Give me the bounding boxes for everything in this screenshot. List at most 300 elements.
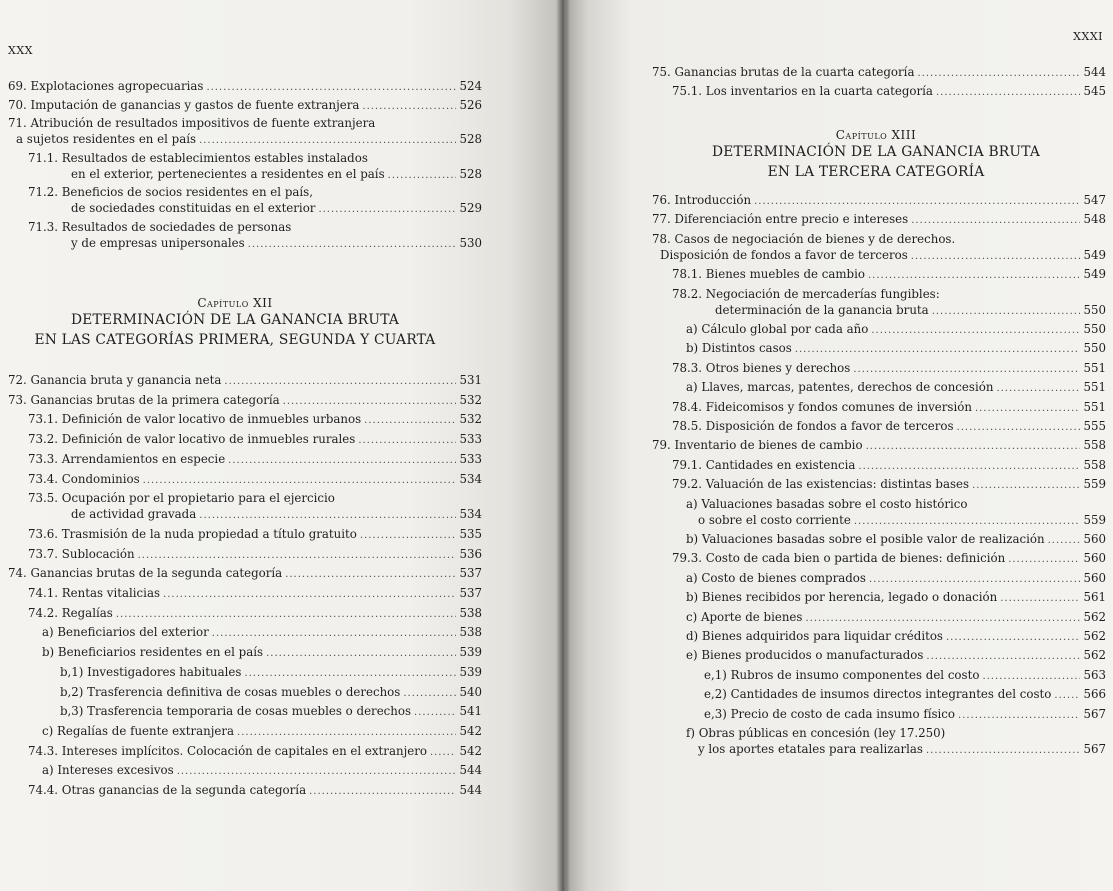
toc-entry-line [8, 565, 482, 583]
dot-leader [285, 567, 456, 583]
toc-entry-page: 551 [1083, 399, 1106, 414]
toc-entry [8, 184, 482, 218]
toc-entry-line [8, 526, 482, 544]
toc-entry-page: 555 [1083, 419, 1106, 433]
toc-entry-line [8, 131, 482, 149]
toc-entry-text: 72. Ganancia bruta y ganancia neta [8, 373, 222, 387]
toc-entry-page: 529 [459, 201, 482, 215]
toc-entry [8, 490, 482, 524]
toc-entry-line [8, 372, 482, 390]
dot-leader [414, 705, 456, 721]
dot-leader [975, 401, 1081, 417]
toc-entry-text: y los aportes etatales para realizarlas [698, 742, 923, 756]
chapter-title-line: DETERMINACIÓN DE LA GANANCIA BRUTA [711, 144, 1041, 160]
toc-entry-line [8, 684, 482, 702]
toc-entry [8, 219, 482, 253]
toc-entry-text: 71.3. Resultados de sociedades de personas [28, 219, 292, 234]
dot-leader [212, 626, 457, 642]
toc-entry [8, 115, 482, 149]
toc-entry [652, 589, 1106, 607]
toc-entry-text: 79. Inventario de bienes de cambio [652, 438, 863, 453]
toc-entry [652, 706, 1106, 724]
toc-entry [652, 83, 1106, 101]
toc-entry-page: 533 [459, 451, 482, 466]
toc-entry-line [652, 589, 1106, 607]
dot-leader [430, 745, 457, 761]
toc-entry-text: 79.3. Costo de cada bien o partida de bienes: definición [672, 551, 1006, 566]
toc-entry-text: b) Valuaciones basadas sobre el posible valor de realización [686, 532, 1045, 546]
dot-leader [917, 66, 1080, 82]
toc-entry-line [652, 706, 1106, 724]
toc-entry-text: 70. Imputación de ganancias y gastos de fuente extranjera [8, 97, 360, 112]
toc-entry-text: a) Intereses excesivos [42, 763, 174, 778]
chapter-heading [0, 296, 470, 350]
dot-leader [982, 669, 1080, 685]
toc-entry-line [652, 286, 1106, 302]
toc-entry-page: 562 [1083, 609, 1106, 624]
toc-entry-page: 559 [1083, 477, 1106, 492]
dot-leader [358, 433, 456, 449]
toc-entry [8, 150, 482, 184]
toc-entry [652, 725, 1106, 759]
toc-entry-page: 534 [459, 507, 482, 522]
chapter-label: Capítulo XIII [835, 128, 917, 142]
toc-entry-text: 73.6. Trasmisión de la nuda propiedad a título gratuito [28, 526, 357, 541]
toc-entry-line [8, 471, 482, 489]
dot-leader [853, 362, 1080, 378]
toc-entry-text: b) Beneficiarios residentes en el país [42, 645, 264, 660]
toc-entry-page: 560 [1083, 551, 1106, 566]
toc-entry-line [8, 585, 482, 603]
toc-entry-page: 563 [1083, 667, 1106, 682]
toc-entry-text: 71.2. Beneficios de socios residentes en el país, [28, 185, 313, 199]
dot-leader [360, 528, 457, 544]
toc-entry-page: 528 [459, 132, 482, 146]
toc-entry-text: b,1) Investigadores habituales [60, 664, 242, 679]
toc-entry-text: 75. Ganancias brutas de la cuarta categoría [652, 65, 915, 79]
toc-entry [652, 647, 1106, 665]
dot-leader [868, 268, 1080, 284]
toc-entry-line [8, 219, 482, 235]
toc-entry-page: 551 [1083, 380, 1106, 395]
toc-entry-line [652, 192, 1106, 210]
toc-entry-line [652, 360, 1106, 378]
toc-entry-page: 534 [459, 471, 482, 486]
toc-entry [8, 664, 482, 682]
chapter-heading [652, 128, 1100, 182]
toc-entry [8, 743, 482, 761]
dot-leader [199, 133, 456, 149]
dot-leader [199, 508, 456, 524]
toc-entry [652, 360, 1106, 378]
toc-entry [8, 624, 482, 642]
toc-entry-line [652, 340, 1106, 358]
toc-entry-text: 78.2. Negociación de mercaderías fungibles: [672, 286, 940, 301]
dot-leader [362, 99, 456, 115]
toc-entry-page: 535 [459, 526, 482, 541]
toc-entry-text: 78.1. Bienes muebles de cambio [672, 267, 865, 282]
toc-entry-page: 550 [1083, 302, 1106, 317]
toc-entry [652, 418, 1106, 436]
toc-entry-line [652, 302, 1106, 320]
toc-entry-page: 536 [459, 546, 482, 561]
dot-leader [805, 611, 1080, 627]
toc-entry-page: 538 [459, 605, 482, 620]
dot-leader [866, 439, 1081, 455]
toc-entry-page: 542 [459, 723, 482, 738]
toc-entry-line [8, 782, 482, 800]
dot-leader [972, 478, 1080, 494]
dot-leader [1008, 552, 1080, 568]
toc-entry-page: 560 [1083, 532, 1106, 546]
toc-entry [652, 286, 1106, 320]
toc-entry-text: 78.4. Fideicomisos y fondos comunes de inversión [672, 399, 972, 414]
toc-entry-text: 73.2. Definición de valor locativo de inmuebles rurales [28, 432, 356, 447]
toc-entry [652, 340, 1106, 358]
dot-leader [283, 394, 457, 410]
dot-leader [266, 646, 456, 662]
toc-entry-text: 71.1. Resultados de establecimientos estables instalados [28, 150, 368, 165]
toc-entry [8, 78, 482, 96]
toc-entry-text: 73.1. Definición de valor locativo de inmuebles urbanos [28, 412, 362, 427]
toc-entry-line [652, 64, 1106, 82]
toc-entry-text: 74. Ganancias brutas de la segunda categoría [8, 566, 283, 581]
toc-entry [652, 211, 1106, 229]
toc-entry-page: 524 [459, 79, 482, 93]
toc-entry-page: 526 [459, 97, 482, 112]
toc-entry-page: 567 [1083, 706, 1106, 721]
dot-leader [858, 459, 1080, 475]
toc-entry [652, 531, 1106, 549]
toc-entry [8, 703, 482, 721]
toc-entry-text: 73.7. Sublocación [28, 546, 135, 561]
toc-entry [652, 321, 1106, 339]
toc-entry-text: d) Bienes adquiridos para liquidar créditos [686, 629, 943, 643]
toc-entry [8, 431, 482, 449]
toc-entry-text: 73. Ganancias brutas de la primera categoría [8, 392, 280, 407]
dot-leader [911, 213, 1080, 229]
toc-entry-page: 550 [1083, 322, 1106, 336]
toc-entry-line [652, 496, 1106, 512]
toc-entry-text: b,2) Trasferencia definitiva de cosas muebles o derechos [60, 684, 401, 699]
toc-entry-page: 544 [1083, 65, 1106, 79]
dot-leader [957, 420, 1081, 436]
chapter-label: Capítulo XII [197, 296, 273, 310]
dot-leader [388, 168, 457, 184]
toc-entry [652, 64, 1106, 82]
dot-leader [946, 630, 1080, 646]
toc-entry [652, 570, 1106, 588]
toc-entry [652, 686, 1106, 704]
toc-entry-line [652, 647, 1106, 665]
dot-leader [996, 381, 1080, 397]
toc-entry-text: a sujetos residentes en el país [16, 132, 197, 146]
toc-entry-page: 561 [1083, 590, 1106, 605]
dot-leader [754, 194, 1080, 210]
toc-entry-page: 558 [1083, 457, 1106, 472]
toc-entry-page: 559 [1083, 512, 1106, 527]
toc-entry-text: de sociedades constituidas en el exterior [71, 201, 316, 215]
toc-entry-line [8, 97, 482, 115]
toc-entry [652, 379, 1106, 397]
toc-entry-text: a) Valuaciones basadas sobre el costo histórico [686, 496, 968, 511]
toc-entry-page: 549 [1083, 247, 1106, 262]
toc-entry-page: 537 [459, 566, 482, 581]
toc-entry-line [652, 531, 1106, 549]
page-number: XXXI [1073, 30, 1103, 43]
toc-entry-line [8, 392, 482, 410]
toc-entry-line [8, 506, 482, 524]
toc-entry-text: a) Cálculo global por cada año [686, 322, 869, 336]
toc-entry-page: 547 [1083, 193, 1106, 207]
toc-entry-text: e,3) Precio de costo de cada insumo físico [704, 706, 956, 721]
toc-entry-line [8, 490, 482, 506]
toc-entry-line [652, 231, 1106, 247]
dot-leader [911, 249, 1081, 265]
toc-entry-text: 69. Explotaciones agropecuarias [8, 79, 204, 93]
toc-entry-page: 532 [459, 412, 482, 427]
toc-entry-page: 548 [1083, 212, 1106, 227]
toc-entry-text: b) Distintos casos [686, 341, 792, 356]
toc-entry [652, 628, 1106, 646]
dot-leader [871, 323, 1080, 339]
toc-entry-text: determinación de la ganancia bruta [715, 302, 929, 317]
toc-entry-line [8, 762, 482, 780]
toc-entry-page: 544 [459, 783, 482, 797]
toc-entry-text: 78. Casos de negociación de bienes y de derechos. [652, 231, 956, 246]
dot-leader [1048, 533, 1081, 549]
toc-entry-line [8, 235, 482, 253]
dot-leader [958, 708, 1080, 724]
dot-leader [206, 80, 456, 96]
dot-leader [403, 686, 456, 702]
toc-entry-line [8, 431, 482, 449]
toc-entry [8, 723, 482, 741]
toc-entry-text: 79.1. Cantidades en existencia [672, 457, 856, 472]
toc-entry-line [652, 512, 1106, 530]
toc-entry-page: 558 [1083, 438, 1106, 453]
toc-entry-line [8, 605, 482, 623]
toc-entry-text: y de empresas unipersonales [71, 235, 245, 250]
toc-entry-line [652, 418, 1106, 436]
dot-leader [143, 473, 457, 489]
toc-entry-line [8, 743, 482, 761]
page-number: XXX [8, 44, 33, 57]
toc-entry-page: 566 [1083, 687, 1106, 702]
toc-entry-text: 73.3. Arrendamientos en especie [28, 451, 226, 466]
toc-entry-text: e,1) Rubros de insumo componentes del costo [704, 667, 980, 682]
toc-entry-page: 538 [459, 625, 482, 640]
dot-leader [932, 304, 1081, 320]
toc-entry-line [652, 667, 1106, 685]
toc-entry-line [652, 266, 1106, 284]
toc-entry-line [652, 83, 1106, 101]
toc-entry [652, 231, 1106, 265]
toc-entry-text: 74.2. Regalías [28, 605, 113, 620]
toc-entry [8, 782, 482, 800]
toc-entry-text: 76. Introducción [652, 193, 752, 207]
toc-entry-line [8, 624, 482, 642]
chapter-title-line: DETERMINACIÓN DE LA GANANCIA BRUTA [70, 312, 400, 328]
toc-entry-text: a) Beneficiarios del exterior [42, 625, 209, 640]
toc-entry-line [652, 211, 1106, 229]
toc-entry-line [8, 115, 482, 131]
toc-entry [652, 476, 1106, 494]
toc-entry-line [8, 200, 482, 218]
dot-leader [364, 413, 456, 429]
toc-entry-text: 77. Diferenciación entre precio e intereses [652, 212, 909, 227]
toc-entry-page: 533 [459, 432, 482, 447]
toc-entry-page: 531 [459, 373, 482, 387]
toc-entry-line [8, 150, 482, 166]
toc-entry-text: 74.1. Rentas vitalicias [28, 586, 161, 600]
dot-leader [926, 743, 1080, 759]
toc-entry-line [8, 644, 482, 662]
toc-entry-text: e,2) Cantidades de insumos directos integrantes del costo [704, 687, 1052, 702]
toc-entry-line [8, 184, 482, 200]
dot-leader [1000, 591, 1080, 607]
toc-entry [8, 392, 482, 410]
dot-leader [795, 342, 1081, 358]
toc-entry-text: de actividad gravada [71, 507, 197, 522]
dot-leader [228, 453, 456, 469]
toc-entry-line [652, 457, 1106, 475]
toc-entry-text: 73.4. Condominios [28, 471, 140, 486]
toc-entry-line [8, 166, 482, 184]
toc-entry [652, 667, 1106, 685]
toc-entry-page: 550 [1083, 341, 1106, 356]
dot-leader [318, 202, 456, 218]
toc-entry-text: 74.3. Intereses implícitos. Colocación de capitales en el extranjero [28, 743, 427, 758]
toc-entry-line [8, 723, 482, 741]
toc-entry-line [8, 703, 482, 721]
toc-entry-text: e) Bienes producidos o manufacturados [686, 648, 924, 663]
toc-entry [652, 437, 1106, 455]
dot-leader [854, 514, 1081, 530]
toc-entry-page: 567 [1083, 742, 1106, 756]
dot-leader [163, 587, 456, 603]
toc-entry [8, 762, 482, 780]
toc-entry-page: 539 [459, 664, 482, 679]
toc-entry-page: 537 [459, 586, 482, 600]
toc-entry-page: 545 [1083, 83, 1106, 98]
toc-entry-text: f) Obras públicas en concesión (ley 17.250) [686, 726, 946, 740]
dot-leader [926, 649, 1080, 665]
toc-entry-text: Disposición de fondos a favor de terceros [660, 247, 908, 262]
toc-entry [652, 192, 1106, 210]
toc-entry-text: c) Aporte de bienes [686, 609, 803, 624]
toc-entry-line [652, 628, 1106, 646]
toc-entry-page: 544 [459, 763, 482, 778]
toc-entry-page: 528 [459, 166, 482, 181]
toc-entry-text: 73.5. Ocupación por el propietario para el ejercicio [28, 491, 335, 506]
toc-entry-line [652, 437, 1106, 455]
toc-entry [8, 526, 482, 544]
toc-entry [652, 550, 1106, 568]
toc-entry [652, 496, 1106, 530]
toc-entry [8, 684, 482, 702]
toc-entry [652, 399, 1106, 417]
toc-entry [8, 546, 482, 564]
toc-entry-line [652, 379, 1106, 397]
toc-entry-line [8, 411, 482, 429]
toc-entry-line [652, 550, 1106, 568]
toc-entry-text: en el exterior, pertenecientes a residentes en el país [71, 166, 385, 181]
dot-leader [1054, 688, 1080, 704]
dot-leader [936, 85, 1081, 101]
toc-entry-page: 551 [1083, 360, 1106, 375]
toc-entry-line [652, 609, 1106, 627]
toc-entry-text: 74.4. Otras ganancias de la segunda categoría [28, 783, 307, 797]
toc-entry-text: a) Costo de bienes comprados [686, 570, 866, 585]
toc-entry-line [652, 321, 1106, 339]
dot-leader [309, 784, 456, 800]
toc-entry [8, 585, 482, 603]
toc-entry [8, 644, 482, 662]
toc-entry-line [652, 476, 1106, 494]
dot-leader [237, 725, 456, 741]
toc-entry [8, 97, 482, 115]
toc-entry-line [652, 686, 1106, 704]
toc-entry [652, 609, 1106, 627]
toc-entry-line [8, 546, 482, 564]
toc-entry-page: 541 [459, 704, 482, 719]
toc-entry-line [652, 725, 1106, 741]
toc-entry-text: b,3) Trasferencia temporaria de cosas muebles o derechos [60, 704, 412, 719]
dot-leader [116, 607, 457, 623]
toc-entry-line [8, 78, 482, 96]
toc-entry [8, 451, 482, 469]
toc-entry-text: 71. Atribución de resultados impositivos de fuente extranjera [8, 116, 376, 130]
toc-entry-text: a) Llaves, marcas, patentes, derechos de concesión [686, 380, 994, 395]
toc-entry-text: 78.3. Otros bienes y derechos [672, 360, 851, 375]
dot-leader [244, 666, 456, 682]
toc-entry [8, 411, 482, 429]
toc-entry-text: 79.2. Valuación de las existencias: distintas bases [672, 477, 970, 492]
toc-entry-page: 562 [1083, 648, 1106, 663]
toc-entry-page: 539 [459, 645, 482, 660]
toc-entry [652, 266, 1106, 284]
chapter-title-line: EN LAS CATEGORÍAS PRIMERA, SEGUNDA Y CUARTA [34, 332, 436, 348]
toc-entry-page: 532 [459, 392, 482, 407]
toc-entry-line [652, 570, 1106, 588]
dot-leader [224, 374, 456, 390]
toc-entry-page: 542 [459, 743, 482, 758]
dot-leader [138, 548, 457, 564]
toc-entry-text: b) Bienes recibidos por herencia, legado o donación [686, 590, 998, 605]
toc-entry-text: c) Regalías de fuente extranjera [42, 723, 235, 738]
toc-entry [8, 605, 482, 623]
right-page [566, 0, 1113, 891]
toc-entry-line [652, 247, 1106, 265]
toc-entry-text: 78.5. Disposición de fondos a favor de terceros [672, 419, 954, 433]
toc-entry-text: o sobre el costo corriente [698, 512, 851, 527]
toc-entry-line [652, 399, 1106, 417]
toc-entry-page: 540 [459, 684, 482, 699]
toc-entry-page: 562 [1083, 629, 1106, 643]
toc-entry-page: 530 [459, 235, 482, 250]
toc-entry [652, 457, 1106, 475]
toc-entry-page: 560 [1083, 570, 1106, 585]
toc-entry-page: 549 [1083, 267, 1106, 282]
toc-entry [8, 565, 482, 583]
dot-leader [869, 572, 1081, 588]
dot-leader [248, 237, 457, 253]
toc-entry-line [8, 451, 482, 469]
toc-entry-line [8, 664, 482, 682]
toc-entry-text: 75.1. Los inventarios en la cuarta categoría [672, 83, 933, 98]
book-gutter [556, 0, 570, 891]
